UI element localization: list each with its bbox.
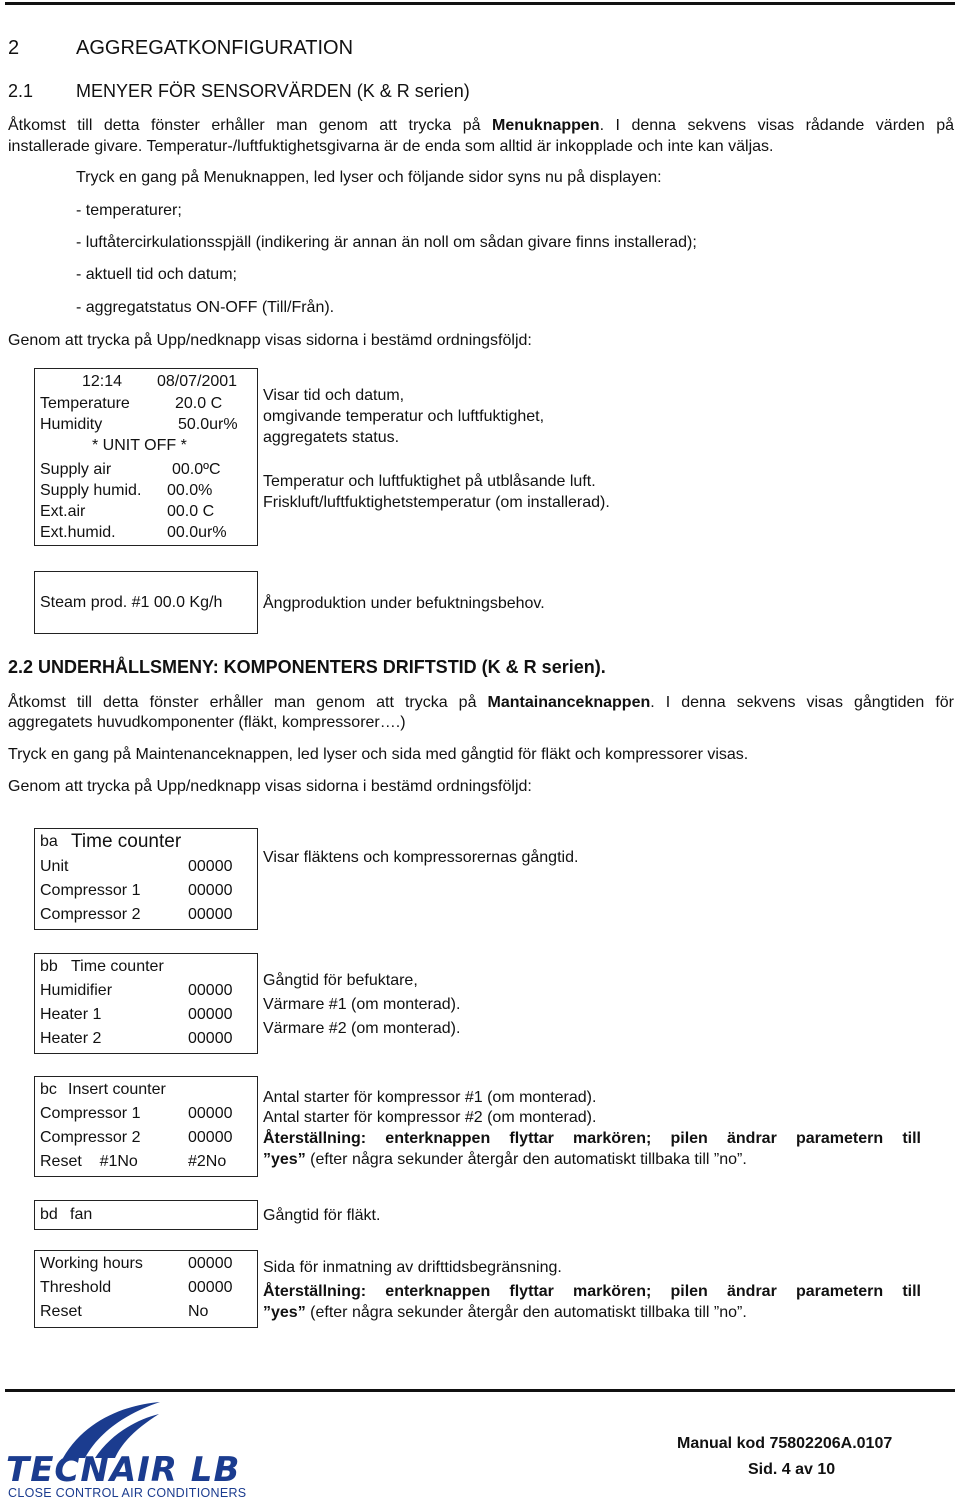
display-label: Threshold: [40, 1279, 112, 1296]
list-item: - temperaturer;: [76, 202, 182, 219]
display-label: Compressor 2: [40, 1129, 141, 1146]
display-label: Compressor 1: [40, 1105, 141, 1122]
display-date: 08/07/2001: [157, 373, 238, 390]
display-label: Heater 2: [40, 1030, 102, 1047]
display-label: Compressor 2: [40, 906, 141, 923]
display-label: Working hours: [40, 1255, 143, 1272]
manual-code: Manual kod 75802206A.0107: [677, 1435, 893, 1452]
bc-desc: Antal starter för kompressor #2 (om monterad).: [263, 1109, 597, 1126]
display-bc: [34, 1076, 258, 1177]
display-value: 00000: [188, 1255, 233, 1272]
display-label: Heater 1: [40, 1006, 102, 1023]
display2-desc: Ångproduktion under befuktningsbehov.: [263, 595, 545, 612]
display-label: Temperature: [40, 395, 130, 412]
display-bd: [34, 1200, 258, 1230]
display-value: 00000: [188, 1129, 233, 1146]
wh-reset-note-2: ”yes” (efter några sekunder återgår den automatiskt tillbaka till ”no”.: [263, 1304, 747, 1321]
section22-order: Genom att trycka på Upp/nedknapp visas sidorna i bestämd ordningsföljd:: [8, 778, 532, 795]
bb-desc: Värmare #2 (om monterad).: [263, 1020, 461, 1037]
display-label: Compressor 1: [40, 882, 141, 899]
display-label: Humidifier: [40, 982, 113, 999]
display1-desc: omgivande temperatur och luftfuktighet,: [263, 408, 545, 425]
display-value: 00.0ur%: [167, 524, 227, 541]
display-value: 00000: [188, 1105, 233, 1122]
bb-desc: Värmare #1 (om monterad).: [263, 996, 461, 1013]
display-title: Time counter: [71, 958, 164, 975]
display-bb: [34, 953, 258, 1054]
display-label: Reset: [40, 1303, 82, 1320]
intro-line-3: Tryck en gang på Menuknappen, led lyser och följande sidor syns nu på displayen:: [76, 169, 662, 186]
bd-desc: Gångtid för fläkt.: [263, 1207, 381, 1224]
display-status: * UNIT OFF *: [92, 437, 187, 454]
order-note: Genom att trycka på Upp/nedknapp visas sidorna i bestämd ordningsföljd:: [8, 332, 532, 349]
section-2-2-title: 2.2 UNDERHÅLLSMENY: KOMPONENTERS DRIFTSTID (K & R serien).: [8, 657, 606, 677]
display-value: 00000: [188, 858, 233, 875]
display-value: 00000: [188, 1030, 233, 1047]
display-label: Unit: [40, 858, 69, 875]
list-item: - aktuell tid och datum;: [76, 266, 237, 283]
display-label: Reset #1No: [40, 1153, 138, 1170]
bc-reset-note-2: ”yes” (efter några sekunder återgår den automatiskt tillbaka till ”no”.: [263, 1151, 747, 1168]
bottom-rule: [5, 1389, 955, 1392]
display-value: 00000: [188, 882, 233, 899]
bb-desc: Gångtid för befuktare,: [263, 972, 418, 989]
display1-desc: aggregatets status.: [263, 429, 400, 446]
wh-desc: Sida för inmatning av drifttidsbegränsning.: [263, 1259, 562, 1276]
intro-line-2: installerade givare. Temperatur-/luftfuktighetsgivarna är de enda som alltid är inkopplade och inte kan väljas.: [8, 138, 774, 155]
page-number: Sid. 4 av 10: [748, 1461, 836, 1478]
section-title: AGGREGATKONFIGURATION: [76, 37, 354, 59]
bc-desc: Antal starter för kompressor #1 (om monterad).: [263, 1089, 597, 1106]
display-ba: [34, 828, 258, 930]
display-value: No: [188, 1303, 209, 1320]
section22-line-1: Åtkomst till detta fönster erhåller man genom att trycka på Mantainanceknappen. I denna sekvens visas gångtiden för: [8, 694, 955, 711]
display1-desc: Friskluft/luftfuktighetstemperatur (om installerad).: [263, 494, 610, 511]
list-item: - luftåtercirkulationsspjäll (indikering är annan än noll om sådan givare finns installerad);: [76, 234, 697, 251]
display-time: 12:14: [82, 373, 123, 390]
display-label: Humidity: [40, 416, 103, 433]
display-label: Ext.humid.: [40, 524, 116, 541]
display-value: 00000: [188, 1006, 233, 1023]
display1-desc: Visar tid och datum,: [263, 387, 405, 404]
display-label: Ext.air: [40, 503, 86, 520]
section22-line-3: Tryck en gang på Maintenanceknappen, led lyser och sida med gångtid för fläkt och kompressorer visas.: [8, 746, 749, 763]
display-title: fan: [70, 1206, 93, 1223]
display-label: Supply air: [40, 461, 112, 478]
display-value: 00000: [188, 1279, 233, 1296]
intro-line-1: Åtkomst till detta fönster erhåller man genom att trycka på Menuknappen. I denna sekvens visas rådande värden på: [8, 117, 955, 134]
display-value: 00.0 C: [167, 503, 215, 520]
display-value: 00.0%: [167, 482, 213, 499]
display-value: 00000: [188, 906, 233, 923]
display-label: Supply humid.: [40, 482, 142, 499]
display-steam-text: Steam prod. #1 00.0 Kg/h: [40, 594, 223, 611]
ba-desc: Visar fläktens och kompressorernas gångtid.: [263, 849, 579, 866]
display-value: 50.0ur%: [178, 416, 238, 433]
display-title: Insert counter: [68, 1081, 166, 1098]
list-item: - aggregatstatus ON-OFF (Till/Från).: [76, 299, 335, 316]
section22-line-2: aggregatets huvudkomponenter (fläkt, kompressorer….): [8, 714, 406, 731]
top-rule: [5, 2, 955, 5]
display-title: Time counter: [71, 831, 182, 852]
display-value: 00.0ºC: [172, 461, 221, 478]
display-code: bd: [40, 1206, 58, 1223]
display-steam-prod: [34, 571, 258, 634]
bc-reset-note: Återställning: enterknappen flyttar markören; pilen ändrar parametern till: [263, 1130, 921, 1147]
company-tagline: CLOSE CONTROL AIR CONDITIONERS: [8, 1486, 247, 1500]
section-number: 2: [8, 37, 20, 59]
company-logo: TECNAIR LB: [6, 1450, 241, 1490]
wh-reset-note: Återställning: enterknappen flyttar markören; pilen ändrar parametern till: [263, 1283, 921, 1300]
display-code: bb: [40, 958, 58, 975]
display-code: bc: [40, 1081, 57, 1098]
display-value: 20.0 C: [175, 395, 223, 412]
display-working-hours: [34, 1250, 258, 1328]
display-code: ba: [40, 833, 58, 850]
subsection-number: 2.1: [8, 81, 34, 101]
display1-desc: Temperatur och luftfuktighet på utblåsande luft.: [263, 473, 596, 490]
subsection-title: MENYER FÖR SENSORVÄRDEN (K & R serien): [76, 81, 470, 101]
display-value: 00000: [188, 982, 233, 999]
display-sensor-values: [34, 368, 258, 546]
display-value: #2No: [188, 1153, 227, 1170]
